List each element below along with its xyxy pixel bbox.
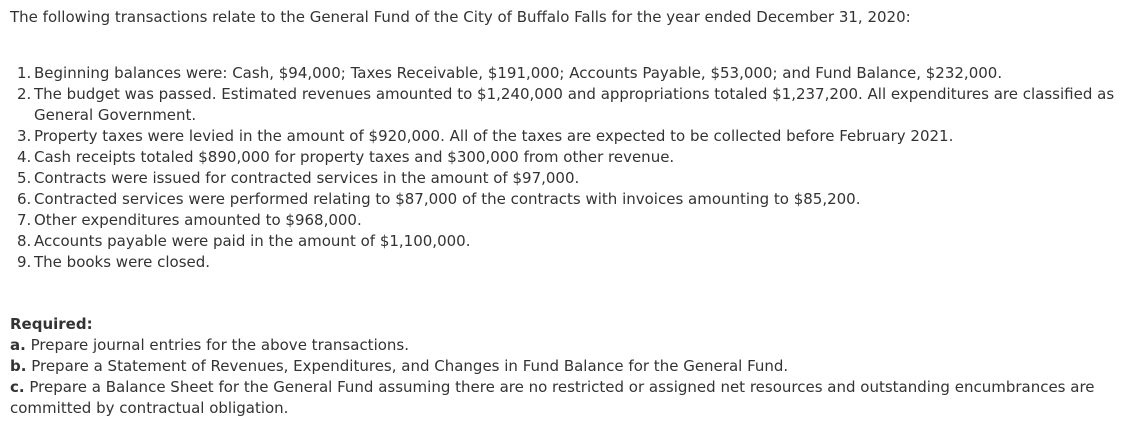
- item-number: 2.: [17, 85, 32, 103]
- transaction-item: [10, 84, 1128, 126]
- transaction-item: [10, 231, 1128, 252]
- transaction-item: [10, 147, 1128, 168]
- transaction-list: [10, 63, 1128, 273]
- item-text: Property taxes were levied in the amount of $920,000. All of the taxes are expected to be collected before February 2021.: [34, 127, 954, 145]
- transaction-item: [10, 210, 1128, 231]
- requirement-letter: c.: [10, 378, 25, 396]
- transaction-item: [10, 63, 1128, 84]
- requirement-text: Prepare a Statement of Revenues, Expenditures, and Changes in Fund Balance for the General Fund.: [26, 357, 789, 375]
- item-number: 4.: [17, 148, 32, 166]
- item-text: Contracts were issued for contracted services in the amount of $97,000.: [34, 169, 580, 187]
- item-text: Beginning balances were: Cash, $94,000; Taxes Receivable, $191,000; Accounts Payable, $53,000; and Fund Balance, $232,000.: [34, 64, 1003, 82]
- item-number: 7.: [17, 211, 32, 229]
- requirement-item: [10, 356, 1128, 377]
- item-text: Cash receipts totaled $890,000 for property taxes and $300,000 from other revenue.: [34, 148, 675, 166]
- item-text: Contracted services were performed relating to $87,000 of the contracts with invoices amounting to $85,200.: [34, 190, 861, 208]
- requirement-item: [10, 335, 1128, 356]
- requirement-letter: a.: [10, 336, 26, 354]
- item-number: 1.: [17, 64, 32, 82]
- requirement-letter: b.: [10, 357, 27, 375]
- transaction-item: [10, 189, 1128, 210]
- item-number: 3.: [17, 127, 32, 145]
- transaction-item: [10, 168, 1128, 189]
- requirement-text: Prepare journal entries for the above transactions.: [25, 336, 410, 354]
- required-section: [10, 314, 1128, 419]
- requirement-text: Prepare a Balance Sheet for the General Fund assuming there are no restricted or assigned net resources and outstanding encumbrances are committed by contractual obligation.: [10, 378, 1095, 417]
- required-heading: Required:: [10, 315, 93, 333]
- item-text: The budget was passed. Estimated revenues amounted to $1,240,000 and appropriations totaled $1,237,200. All expenditures are classified as General Government.: [34, 85, 1115, 124]
- item-text: Accounts payable were paid in the amount of $1,100,000.: [34, 232, 471, 250]
- transaction-item: [10, 126, 1128, 147]
- item-number: 5.: [17, 169, 32, 187]
- item-number: 9.: [17, 253, 32, 271]
- item-number: 8.: [17, 232, 32, 250]
- intro-text: The following transactions relate to the General Fund of the City of Buffalo Falls for the year ended December 31, 2020:: [10, 8, 911, 26]
- item-text: Other expenditures amounted to $968,000.: [34, 211, 362, 229]
- transaction-item: [10, 252, 1128, 273]
- item-number: 6.: [17, 190, 32, 208]
- item-text: The books were closed.: [34, 253, 211, 271]
- requirement-item: [10, 377, 1128, 419]
